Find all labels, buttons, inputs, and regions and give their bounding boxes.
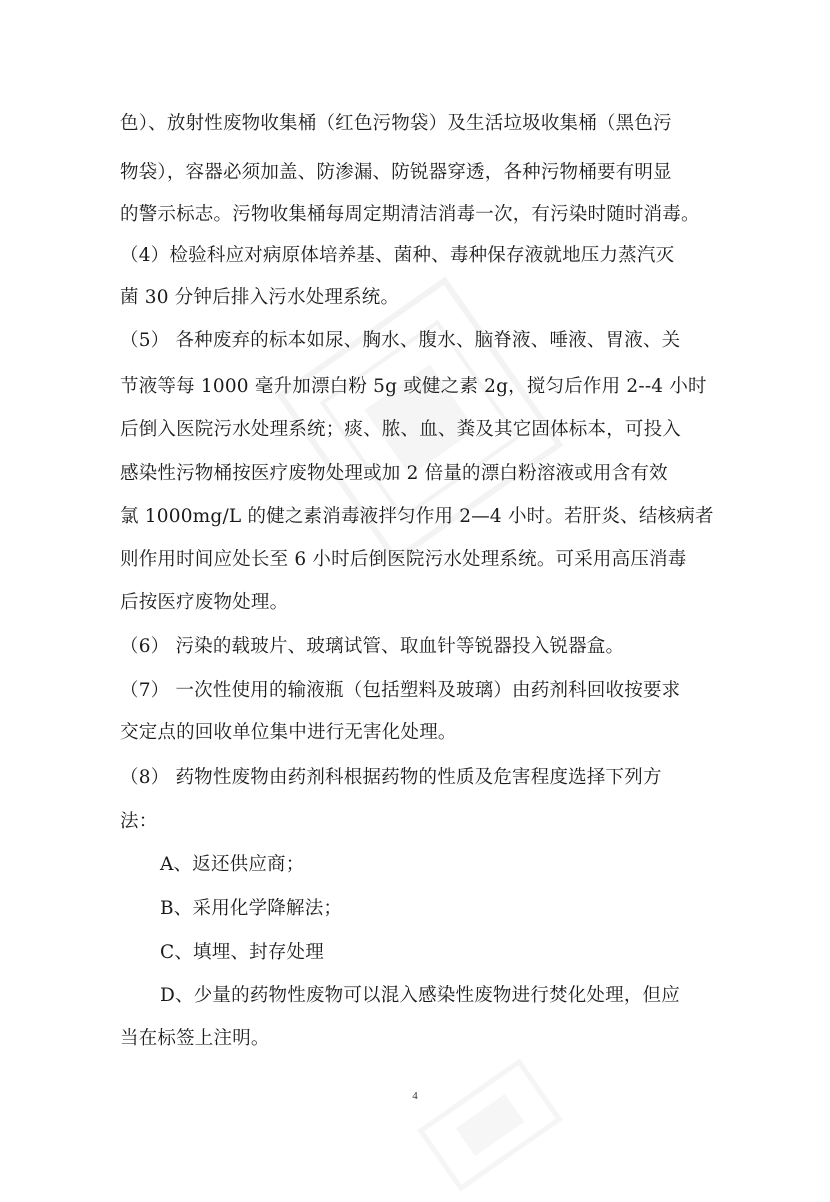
paragraph-line: 交定点的回收单位集中进行无害化处理。 [120, 722, 457, 743]
paragraph-line: 的警示标志。污物收集桶每周定期清洁消毒一次，有污染时随时消毒。 [120, 204, 700, 225]
list-item: C、填埋、封存处理 [160, 942, 324, 963]
paragraph-line: 后倒入医院污水处理系统；痰、脓、血、粪及其它固体标本，可投入 [120, 419, 682, 440]
paragraph-line: 感染性污物桶按医疗废物处理或加 2 倍量的漂白粉溶液或用含有效 [120, 463, 668, 484]
paragraph-line: 菌 30 分钟后排入污水处理系统。 [120, 287, 400, 308]
paragraph-line: 氯 1000mg/L 的健之素消毒液拌匀作用 2—4 小时。若肝炎、结核病者 [120, 506, 714, 527]
paragraph-line: 则作用时间应处长至 6 小时后倒医院污水处理系统。可采用高压消毒 [120, 549, 687, 570]
paragraph-line: （5） 各种废弃的标本如尿、胸水、腹水、脑脊液、唾液、胃液、关 [120, 330, 681, 351]
list-item: A、返还供应商； [160, 854, 305, 875]
paragraph-line: （4）检验科应对病原体培养基、菌种、毒种保存液就地压力蒸汽灭 [120, 245, 675, 266]
paragraph-line: 法： [120, 811, 158, 832]
list-item: D、少量的药物性废物可以混入感染性废物进行焚化处理，但应 [160, 985, 680, 1006]
paragraph-line: 后按医疗废物处理。 [120, 592, 289, 613]
watermark-logo-bottom [407, 1048, 573, 1202]
paragraph-line: （8） 药物性废物由药剂科根据药物的性质及危害程度选择下列方 [120, 767, 662, 788]
paragraph-line: 当在标签上注明。 [120, 1028, 270, 1049]
paragraph-line: 节液等每 1000 毫升加漂白粉 5g 或健之素 2g，搅匀后作用 2--4 小时 [120, 376, 707, 397]
list-item: B、采用化学降解法； [160, 898, 343, 919]
page-number: 4 [412, 1090, 418, 1102]
paragraph-line: （7） 一次性使用的输液瓶（包括塑料及玻璃）由药剂科回收按要求 [120, 680, 681, 701]
paragraph-line: 物袋），容器必须加盖、防渗漏、防锐器穿透，各种污物桶要有明显 [120, 162, 672, 183]
paragraph-line: 色）、放射性废物收集桶（红色污物袋）及生活垃圾收集桶（黑色污 [120, 113, 672, 134]
paragraph-line: （6） 污染的载玻片、玻璃试管、取血针等锐器投入锐器盒。 [120, 636, 625, 657]
